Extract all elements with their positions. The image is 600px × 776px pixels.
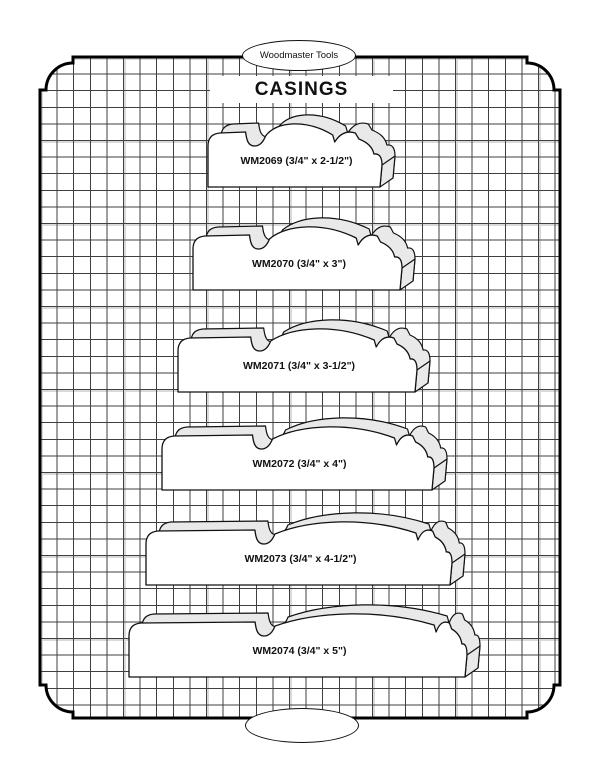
casing-row (206, 119, 401, 189)
casing-drawing-wm2069 (206, 119, 401, 189)
casing-row (176, 324, 436, 394)
brand-oval (242, 40, 356, 71)
casing-drawing-wm2074 (127, 609, 486, 679)
casing-drawing-wm2073 (144, 517, 471, 587)
casing-label: WM2070 (3/4" x 3") (252, 258, 346, 270)
casing-drawing-wm2070 (191, 222, 421, 292)
brand-name: Woodmaster Tools (259, 50, 339, 61)
casing-label: WM2072 (3/4" x 4") (252, 458, 347, 470)
page-title-band (210, 76, 393, 103)
page-title: CASINGS (254, 78, 349, 100)
casing-label: WM2074 (3/4" x 5") (252, 645, 347, 657)
casing-row (191, 222, 421, 292)
footer-oval (245, 708, 359, 743)
casing-row (127, 609, 486, 679)
casing-row (160, 422, 453, 492)
casing-drawing-wm2072 (160, 422, 453, 492)
casing-drawing-wm2071 (176, 324, 436, 394)
casing-label: WM2073 (3/4" x 4-1/2") (244, 553, 357, 565)
casing-label: WM2071 (3/4" x 3-1/2") (242, 360, 356, 372)
casing-label: WM2069 (3/4" x 2-1/2") (240, 155, 353, 167)
casing-row (144, 517, 471, 587)
